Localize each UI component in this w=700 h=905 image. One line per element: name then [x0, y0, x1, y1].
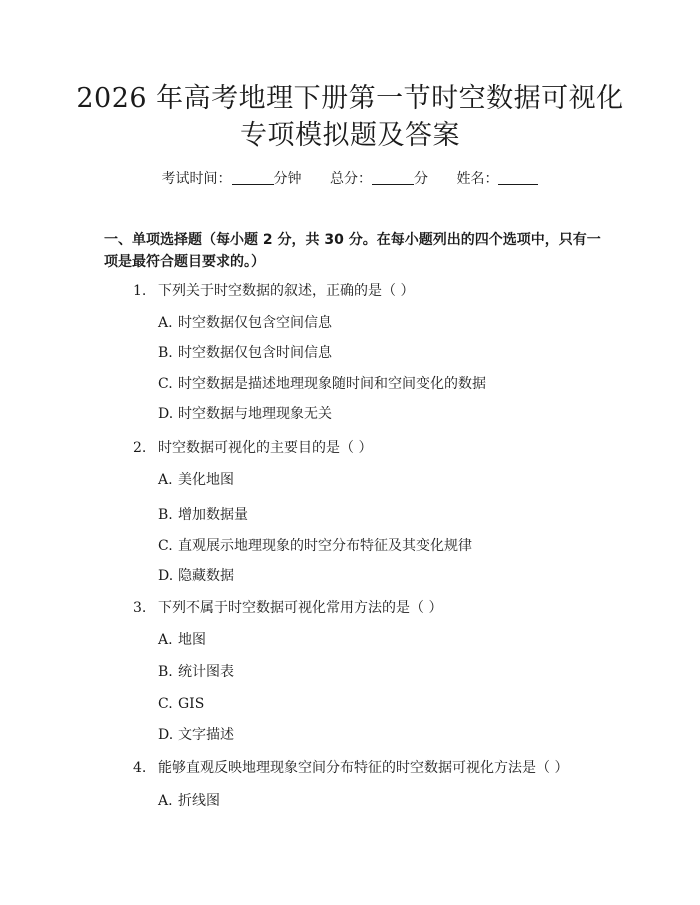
exam-time-label: 考试时间：: [161, 171, 232, 187]
option-letter: B.: [158, 507, 173, 523]
option-letter: C.: [158, 376, 173, 392]
option-1d: [158, 404, 332, 424]
option-2a: [158, 470, 234, 490]
exam-time-field: [162, 169, 302, 189]
document-title-line-1: 2026 年高考地理下册第一节时空数据可视化: [76, 83, 624, 114]
total-score-field: [330, 169, 428, 189]
option-letter: D.: [158, 727, 174, 743]
option-text: 地图: [178, 632, 206, 648]
option-text: 隐藏数据: [178, 568, 234, 584]
option-2c: [158, 536, 472, 556]
option-letter: B.: [158, 345, 173, 361]
option-text: 时空数据仅包含时间信息: [178, 345, 332, 361]
question-3: [133, 598, 442, 618]
option-letter: A.: [158, 793, 173, 809]
option-letter: C.: [158, 538, 173, 554]
option-letter: D.: [158, 406, 174, 422]
student-name-label: 姓名：: [456, 171, 499, 187]
option-text: 美化地图: [178, 472, 234, 488]
option-text: 时空数据仅包含空间信息: [178, 315, 332, 331]
student-name-blank: [498, 170, 538, 185]
exam-info-row: [0, 169, 700, 189]
option-text: 时空数据与地理现象无关: [178, 406, 332, 422]
total-score-label: 总分：: [330, 171, 372, 187]
option-text: 折线图: [178, 793, 220, 809]
option-1c: [158, 374, 486, 394]
option-4a: [158, 791, 220, 811]
option-text: 文字描述: [178, 727, 234, 743]
option-letter: C.: [158, 696, 173, 712]
option-2d: [158, 566, 234, 586]
option-text: 时空数据是描述地理现象随时间和空间变化的数据: [178, 376, 486, 392]
option-letter: A.: [158, 315, 173, 331]
option-letter: A.: [158, 472, 173, 488]
question-text: 下列不属于时空数据可视化常用方法的是（ ）: [158, 600, 443, 616]
option-text: 直观展示地理现象的时空分布特征及其变化规律: [178, 538, 472, 554]
section-heading: 一、单项选择题（每小题 2 分，共 30 分。在每小题列出的四个选项中，只有一项是最符合题目要求的。）: [104, 232, 601, 270]
exam-time-unit: 分钟: [273, 171, 302, 187]
option-text: 统计图表: [178, 664, 234, 680]
option-text: GIS: [178, 696, 205, 712]
question-number: 4.: [133, 760, 147, 776]
option-3b: [158, 662, 234, 682]
question-text: 下列关于时空数据的叙述，正确的是（ ）: [158, 283, 415, 299]
option-letter: B.: [158, 664, 173, 680]
question-2: [133, 438, 372, 458]
option-text: 增加数据量: [178, 507, 248, 523]
question-number: 1.: [133, 283, 147, 299]
total-score-blank: [372, 170, 414, 185]
option-3d: [158, 725, 234, 745]
question-4: [133, 758, 568, 778]
question-1: [133, 281, 414, 301]
question-number: 3.: [133, 600, 147, 616]
option-3a: [158, 630, 206, 650]
question-text: 时空数据可视化的主要目的是（ ）: [158, 440, 373, 456]
student-name-field: [456, 169, 538, 189]
exam-time-blank: [232, 170, 274, 185]
option-letter: D.: [158, 568, 174, 584]
option-1a: [158, 313, 332, 333]
option-letter: A.: [158, 632, 173, 648]
total-score-unit: 分: [414, 171, 428, 187]
option-2b: [158, 505, 248, 525]
option-3c: [158, 694, 204, 714]
option-1b: [158, 343, 332, 363]
document-title-line-2: 专项模拟题及答案: [240, 120, 460, 151]
question-text: 能够直观反映地理现象空间分布特征的时空数据可视化方法是（ ）: [158, 760, 569, 776]
question-number: 2.: [133, 440, 147, 456]
